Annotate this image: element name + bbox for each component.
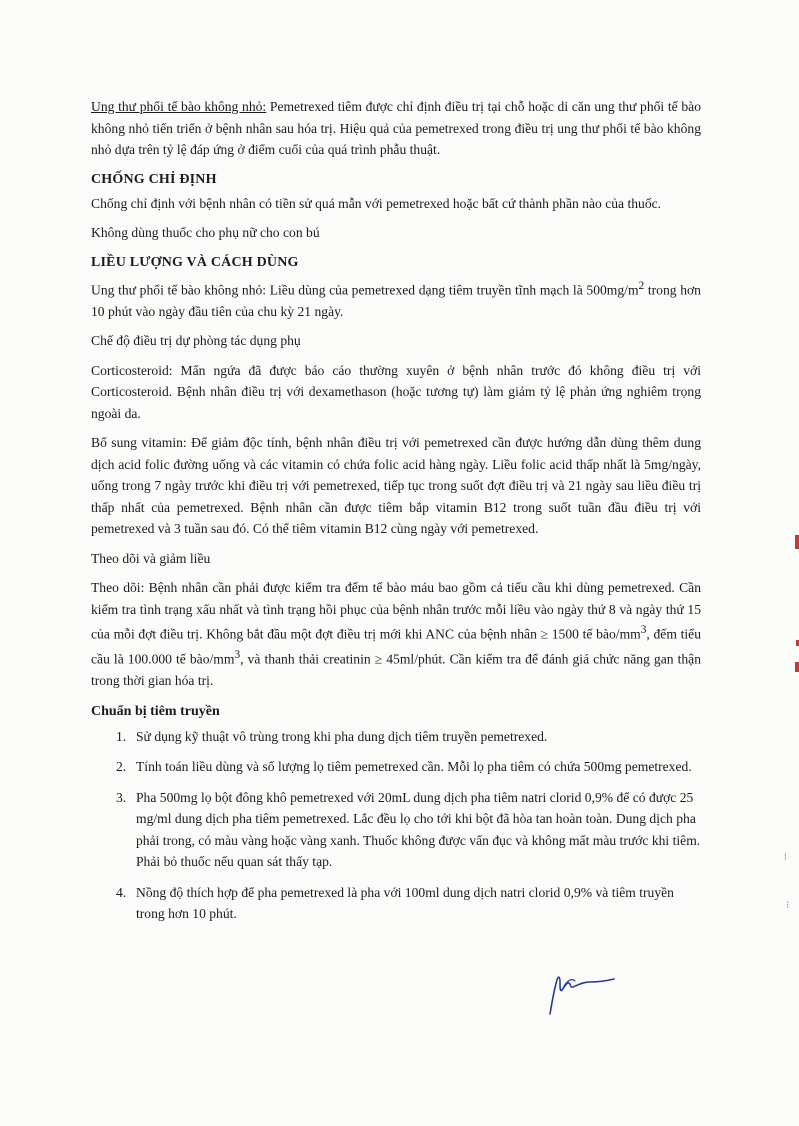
- step-text: Nồng độ thích hợp để pha pemetrexed là pha với 100ml dung dịch natri clorid 0,9% và tiêm truyền trong hơn 10 phút.: [136, 884, 674, 922]
- monitoring-paragraph: [91, 577, 701, 692]
- infusion-prep-heading: Chuẩn bị tiêm truyền: [91, 703, 220, 719]
- vitamin-paragraph: Bổ sung vitamin: Để giảm độc tính, bệnh nhân điều trị với pemetrexed cần được hướng dẫn dùng thêm dung dịch acid folic đường uống và các vitamin có chứa folic acid hàng ngày. Liều folic acid thấp nhất là 5mg/ngày, uống trong 7 ngày trước khi điều trị với pemetrexed, tiếp tục trong suốt đợt điều trị và 21 ngày sau liều điều trị thấp nhất của pemetrexed. Bệnh nhân cần được tiêm bắp vitamin B12 trong suốt tuần đầu điều trị với pemetrexed và 3 tuần sau đó. Có thể tiêm vitamin B12 cùng ngày với pemetrexed.: [91, 435, 701, 537]
- scan-edge-mark: [795, 535, 799, 549]
- prophylaxis-subheading: Chế độ điều trị dự phòng tác dụng phụ: [91, 333, 301, 349]
- step-number: 1.: [116, 728, 127, 744]
- nsclc-indication-paragraph: [91, 96, 701, 161]
- step-text: Pha 500mg lọ bột đông khô pemetrexed với 20mL dung dịch pha tiêm natri clorid 0,9% để có được 25 mg/ml dung dịch pha tiêm pemetrexed. Lắc đều lọ cho tới khi bột đã hòa tan hoàn toàn. Dung dịch pha phải trong, có màu vàng hoặc vàng xanh. Thuốc không được vẩn đục và không mất màu trước khi tiêm. Phải bỏ thuốc nếu quan sát thấy tạp.: [136, 789, 701, 870]
- monitoring-text-a: Theo dõi: Bệnh nhân cần phải được kiểm tra đếm tế bào máu bao gồm cả tiểu cầu khi dùng pemetrexed. Cần kiểm tra tình trạng xấu nhất và tình trạng hồi phục của bệnh nhân trước mỗi liều vào ngày thứ 8 và ngày thứ 15 của mỗi đợt điều trị. Không bắt đầu một đợt điều trị mới khi ANC của bệnh nhân ≥ 1500 tế bào/mm: [91, 580, 701, 642]
- step-number: 4.: [116, 884, 127, 900]
- step-text: Sử dụng kỹ thuật vô trùng trong khi pha dung dịch tiêm truyền pemetrexed.: [136, 728, 548, 744]
- scan-edge-mark: [795, 662, 799, 672]
- monitoring-superscript-1: 3: [640, 624, 647, 637]
- contraindications-paragraph: Chống chỉ định với bệnh nhân có tiền sử quá mẫn với pemetrexed hoặc bất cứ thành phần nào của thuốc.: [91, 195, 662, 211]
- nsclc-indication-text: Pemetrexed tiêm được chỉ định điều trị tại chỗ hoặc di căn ung thư phổi tế bào không nhỏ tiến triển ở bệnh nhân sau hóa trị. Hiệu quả của pemetrexed trong điều trị ung thư phổi tế bào không nhỏ dựa trên tỷ lệ đáp ứng ở điểm cuối của quá trình phẫu thuật.: [91, 99, 702, 157]
- scan-artifact-icon: ⁝: [786, 900, 790, 911]
- scan-artifact-icon: ⁞: [784, 852, 787, 863]
- dosage-text-a: Ung thư phổi tế bào không nhỏ: Liều dùng của pemetrexed dạng tiêm truyền tĩnh mạch là 500mg/m: [91, 282, 639, 298]
- signature-icon: [538, 952, 618, 1022]
- list-item: [91, 756, 701, 778]
- breastfeeding-note: Không dùng thuốc cho phụ nữ cho con bú: [91, 225, 320, 240]
- monitoring-text-b: , đếm tiểu cầu là 100.000 tế bào/mm: [91, 626, 701, 667]
- list-item: [91, 726, 701, 748]
- step-text: Tính toán liều dùng và số lượng lọ tiêm pemetrexed cần. Mỗi lọ pha tiêm có chứa 500mg pemetrexed.: [136, 759, 692, 775]
- nsclc-indication-lead: Ung thư phổi tế bào không nhỏ:: [91, 99, 267, 114]
- monitoring-superscript-2: 3: [234, 649, 241, 662]
- step-number: 3.: [116, 789, 127, 805]
- corticosteroid-paragraph: Corticosteroid: Mẩn ngứa đã được báo cáo thường xuyên ở bệnh nhân trước đó không điều trị với Corticosteroid. Bệnh nhân điều trị với dexamethason (hoặc tương tự) làm giảm tỷ lệ phản ứng nghiêm trọng ngoài da.: [91, 362, 701, 421]
- step-number: 2.: [116, 759, 127, 775]
- list-item: [91, 787, 701, 873]
- contraindications-heading: CHỐNG CHỈ ĐỊNH: [91, 171, 217, 187]
- monitoring-text-c: , và thanh thải creatinin ≥ 45ml/phút. Cần kiểm tra để đánh giá chức năng gan thận trong thời gian hóa trị.: [91, 651, 702, 689]
- monitoring-subheading: Theo dõi và giảm liều: [91, 550, 211, 566]
- document-page: [91, 96, 701, 934]
- dosage-heading: LIỀU LƯỢNG VÀ CÁCH DÙNG: [91, 254, 299, 270]
- dosage-text-b: trong hơn 10 phút vào ngày đầu tiên của chu kỳ 21 ngày.: [91, 282, 701, 319]
- infusion-steps-list: [91, 726, 701, 925]
- list-item: [91, 882, 701, 925]
- dosage-paragraph: [91, 276, 701, 323]
- dosage-superscript: 2: [638, 279, 645, 292]
